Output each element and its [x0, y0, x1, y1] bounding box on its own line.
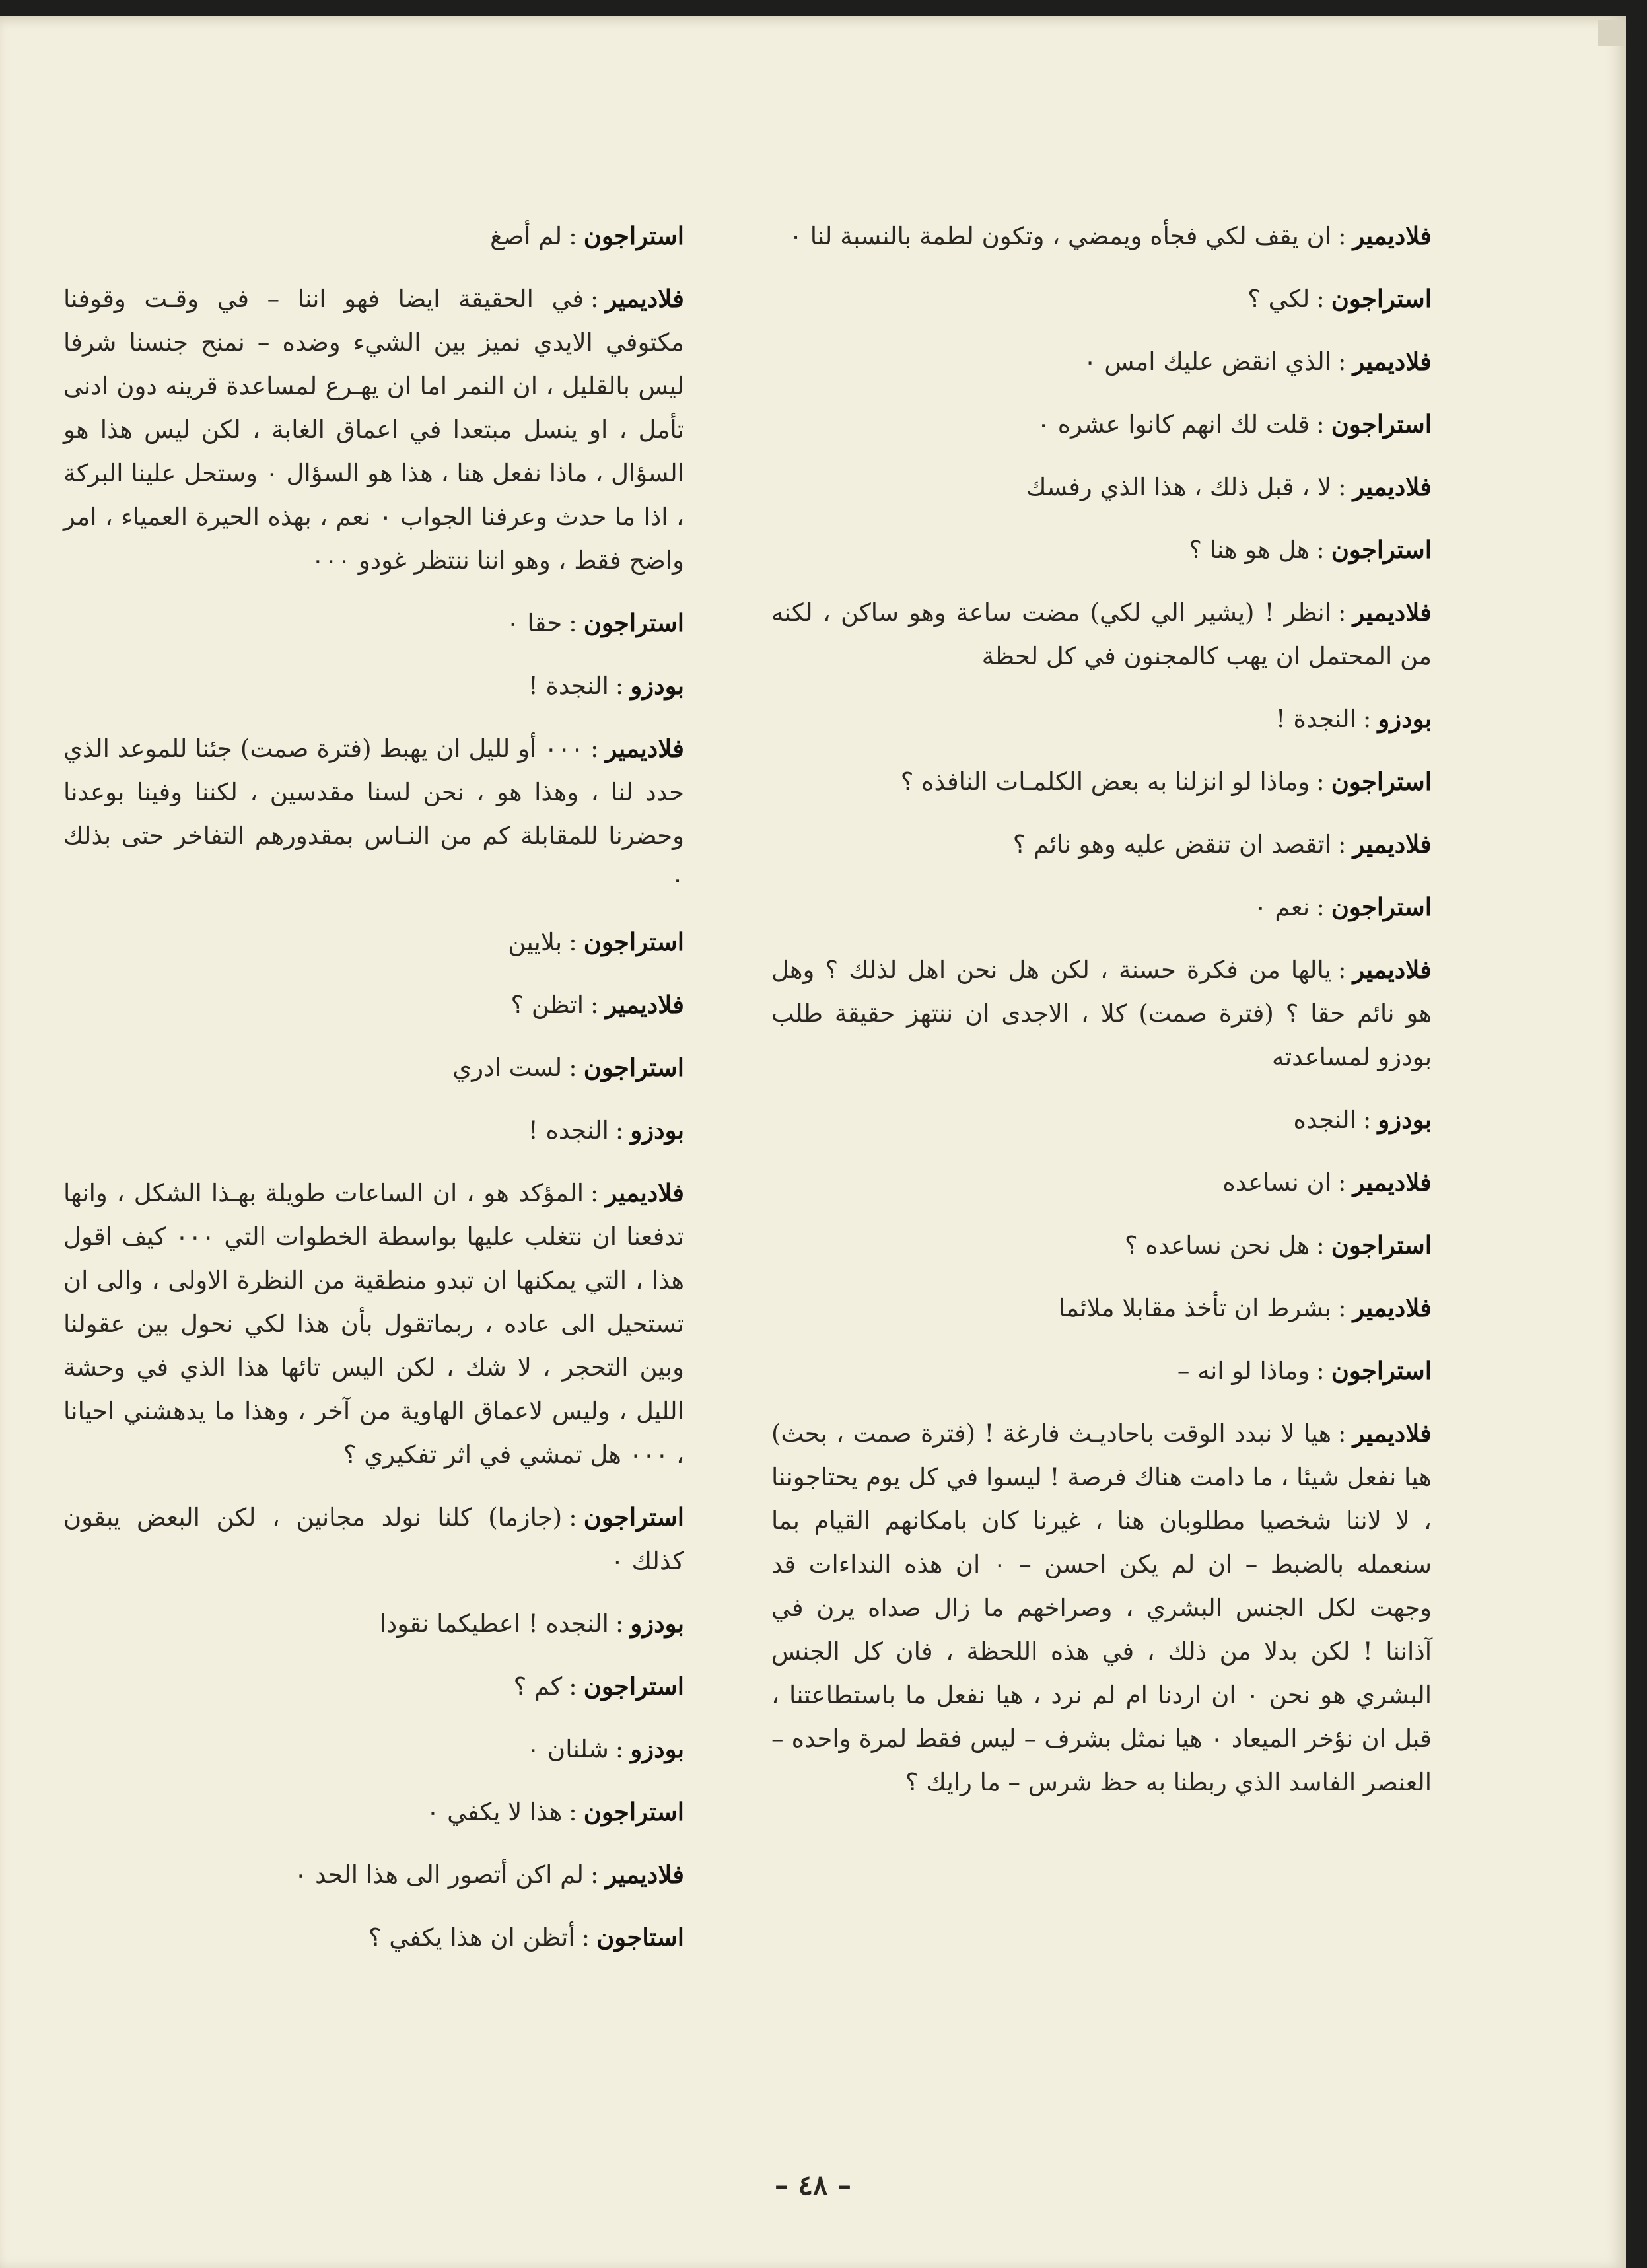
speaker-separator: :	[1316, 1357, 1325, 1385]
dialogue-text: ان يقف لكي فجأه ويمضي ، وتكون لطمة بالنسبة لنا ٠	[789, 222, 1332, 250]
speaker-separator: :	[1338, 1168, 1347, 1197]
dialogue-line	[63, 1853, 684, 1897]
dialogue-text: وماذا لو انه –	[1177, 1357, 1310, 1385]
dialogue-line	[771, 339, 1432, 384]
speaker-separator: :	[1338, 473, 1347, 501]
dialogue-line	[63, 601, 684, 645]
speaker-name: فلاديمير	[1352, 472, 1432, 501]
speaker-separator: :	[1338, 347, 1347, 376]
speaker-separator: :	[569, 1672, 577, 1701]
speaker-name: فلاديمير	[1352, 1293, 1432, 1322]
speaker-separator: :	[569, 1798, 577, 1826]
speaker-separator: :	[1316, 893, 1325, 921]
dialogue-line	[771, 1223, 1432, 1267]
speaker-separator: :	[581, 1923, 590, 1952]
dialogue-text: النجده	[1293, 1106, 1356, 1134]
dialogue-text: هل هو هنا ؟	[1189, 536, 1310, 564]
speaker-name: فلاديمير	[1352, 347, 1432, 376]
speaker-name: فلاديمير	[1352, 1168, 1432, 1197]
dialogue-line	[771, 214, 1432, 258]
speaker-name: استراجون	[583, 608, 684, 637]
dialogue-text: بشرط ان تأخذ مقابلا ملائما	[1058, 1294, 1332, 1322]
dialogue-text: لم أصغ	[490, 222, 563, 250]
page-number: – ٤٨ –	[774, 2169, 852, 2201]
dialogue-text: هيا لا نبدد الوقت باحاديـث فارغة ! (فترة صمت ، بحث) هيا نفعل شيئا ، ما دامت هناك فرصة ! ليسوا في كل يوم يحتاجوننا ، لا لاننا شخصيا مطلوبان هنا ، غيرنا كان بامكانهم القيام بما سنعمله بالضبط – ان لم يكن احسن – ٠ ان هذه النداءات قد وجهت لكل الجنس البشري ، وصراخهم ما زال صداه يرن في آذاننا ! لكن بدلا من ذلك ، في هذه اللحظة ، فان كل الجنس البشري هو نحن ٠ ان اردنا ام لم نرد ، هيا نفعل ما باستطاعتنا ، قبل ان نؤخر الميعاد ٠ هيا نمثل بشرف – ليس فقط لمرة واحده – العنصر الفاسد الذي ربطنا به حظ شرس – ما رايك ؟	[771, 1419, 1432, 1796]
dialogue-text: قلت لك انهم كانوا عشره ٠	[1037, 410, 1310, 439]
speaker-separator: :	[569, 1503, 577, 1532]
speaker-name: استراجون	[1331, 535, 1432, 564]
speaker-name: بودزو	[630, 1734, 684, 1763]
speaker-separator: :	[590, 1179, 599, 1207]
dialogue-text: وماذا لو انزلنا به بعض الكلمـات النافذه ؟	[900, 767, 1310, 796]
speaker-separator: :	[1338, 830, 1347, 859]
dialogue-text: ان نساعده	[1222, 1168, 1332, 1197]
dialogue-text: هذا لا يكفي ٠	[426, 1798, 563, 1826]
dialogue-line	[63, 1664, 684, 1709]
speaker-separator: :	[615, 1735, 624, 1763]
speaker-separator: :	[590, 285, 599, 313]
speaker-separator: :	[1316, 410, 1325, 439]
dialogue-line	[63, 664, 684, 708]
dialogue-line	[63, 1045, 684, 1090]
speaker-separator: :	[590, 734, 599, 763]
speaker-name: استراجون	[583, 1797, 684, 1826]
speaker-name: فلاديمير	[1352, 221, 1432, 250]
dialogue-line	[63, 1171, 684, 1477]
left-column	[63, 214, 684, 1978]
speaker-name: بودزو	[1378, 704, 1432, 733]
speaker-separator: :	[569, 928, 577, 956]
dialogue-line	[771, 697, 1432, 741]
dialogue-line	[771, 590, 1432, 678]
speaker-name: بودزو	[630, 1116, 684, 1145]
dialogue-text: لم اكن أتصور الى هذا الحد ٠	[294, 1860, 584, 1889]
page-sheet	[0, 16, 1626, 2268]
dialogue-text: انظر ! (يشير الي لكي) مضت ساعة وهو ساكن ، لكنه من المحتمل ان يهب كالمجنون في كل لحظة	[771, 598, 1432, 670]
dialogue-line	[771, 465, 1432, 509]
dialogue-text: هل نحن نساعده ؟	[1124, 1231, 1310, 1259]
dialogue-line	[63, 1108, 684, 1152]
speaker-name: استراجون	[1331, 1230, 1432, 1259]
dialogue-text: المؤكد هو ، ان الساعات طويلة بهـذا الشكل ، وانها تدفعنا ان نتغلب عليها بواسطة الخطوات التي ٠٠٠ كيف اقول هذا ، التي يمكنها ان تبدو منطقية من النظرة الاولى ، والى ان تستحيل الى عاده ، ربماتقول بأن هذا لكي نحول بين عقولنا وبين التحجر ، لا شك ، لكن اليس تائها هذا الذي في وحشة الليل ، وليس لاعماق الهاوية من آخر ، وهذا ما يدهشني احيانا ، ٠٠٠ هل تمشي في اثر تفكيري ؟	[63, 1179, 684, 1469]
dialogue-line	[771, 1160, 1432, 1205]
dialogue-line	[63, 726, 684, 902]
dialogue-text: لست ادري	[452, 1053, 563, 1082]
speaker-name: استراجون	[583, 927, 684, 956]
speaker-separator: :	[1338, 222, 1347, 250]
dialogue-text: ٠٠٠ أو لليل ان يهبط (فترة صمت) جئنا للموعد الذي حدد لنا ، وهذا هو ، نحن لسنا مقدسين ، لكننا وفينا بوعدنا وحضرنا للمقابلة كم من النـاس بمقدورهم التفاخر حتى بذلك ٠	[63, 734, 684, 894]
speaker-name: فلاديمير	[605, 1860, 684, 1889]
speaker-name: استراجون	[583, 1672, 684, 1701]
speaker-name: فلاديمير	[605, 734, 684, 763]
dialogue-line	[63, 277, 684, 583]
speaker-name: استراجون	[1331, 1356, 1432, 1385]
speaker-name: فلاديمير	[1352, 1419, 1432, 1448]
speaker-name: فلاديمير	[1352, 830, 1432, 859]
speaker-name: بودزو	[1378, 1105, 1432, 1134]
dialogue-line	[771, 1349, 1432, 1393]
speaker-separator: :	[1338, 956, 1347, 984]
speaker-separator: :	[569, 1053, 577, 1082]
speaker-name: استاجون	[596, 1923, 684, 1952]
dialogue-line	[63, 1790, 684, 1834]
dialogue-line	[771, 1098, 1432, 1142]
speaker-name: بودزو	[630, 671, 684, 700]
dialogue-line	[63, 214, 684, 258]
speaker-separator: :	[569, 222, 577, 250]
speaker-name: فلاديمير	[605, 990, 684, 1019]
dialogue-line	[771, 948, 1432, 1079]
dialogue-line	[771, 528, 1432, 572]
speaker-separator: :	[1338, 1294, 1347, 1322]
dialogue-text: شلنان ٠	[526, 1735, 609, 1763]
dialogue-text: اتظن ؟	[510, 991, 584, 1019]
dialogue-line	[771, 760, 1432, 804]
right-column	[771, 214, 1432, 1823]
dialogue-line	[63, 1495, 684, 1583]
dialogue-line	[771, 1411, 1432, 1804]
speaker-name: استراجون	[583, 1053, 684, 1082]
speaker-name: فلاديمير	[605, 284, 684, 313]
speaker-separator: :	[1316, 1231, 1325, 1259]
dialogue-line	[771, 402, 1432, 446]
speaker-name: استراجون	[1331, 284, 1432, 313]
dialogue-text: النجده !	[528, 1116, 609, 1145]
dialogue-text: حقا ٠	[506, 609, 563, 637]
dialogue-text: بلايين	[508, 928, 563, 956]
dialogue-text: (جازما) كلنا نولد مجانين ، لكن البعض يبقون كذلك ٠	[63, 1503, 684, 1575]
dialogue-line	[771, 822, 1432, 867]
dialogue-line	[63, 1602, 684, 1646]
dialogue-line	[63, 1915, 684, 1960]
speaker-name: بودزو	[630, 1609, 684, 1638]
speaker-separator: :	[569, 609, 577, 637]
speaker-separator: :	[1362, 705, 1372, 733]
speaker-name: استراجون	[583, 221, 684, 250]
dialogue-text: النجدة !	[1275, 705, 1356, 733]
speaker-name: استراجون	[1331, 409, 1432, 439]
dialogue-text: الذي انقض عليك امس ٠	[1083, 347, 1332, 376]
dialogue-text: لكي ؟	[1247, 285, 1310, 313]
dialogue-text: كم ؟	[513, 1672, 563, 1701]
speaker-separator: :	[1338, 1419, 1347, 1448]
dialogue-line	[771, 1286, 1432, 1330]
dialogue-text: نعم ٠	[1253, 893, 1310, 921]
speaker-name: استراجون	[1331, 767, 1432, 796]
dialogue-text: النجدة !	[528, 672, 609, 700]
dialogue-text: أتظن ان هذا يكفي ؟	[368, 1923, 575, 1952]
speaker-separator: :	[1316, 536, 1325, 564]
speaker-name: فلاديمير	[1352, 955, 1432, 984]
speaker-separator: :	[615, 672, 624, 700]
speaker-name: استراجون	[583, 1503, 684, 1532]
corner-mark	[1598, 20, 1625, 46]
speaker-name: فلاديمير	[605, 1178, 684, 1207]
dialogue-line	[63, 983, 684, 1027]
dialogue-text: لا ، قبل ذلك ، هذا الذي رفسك	[1026, 473, 1332, 501]
dialogue-line	[63, 920, 684, 964]
dialogue-text: النجده ! اعطيكما نقودا	[379, 1610, 609, 1638]
speaker-separator: :	[615, 1610, 624, 1638]
dialogue-line	[771, 885, 1432, 929]
speaker-separator: :	[590, 991, 599, 1019]
dialogue-line	[771, 277, 1432, 321]
speaker-separator: :	[1362, 1106, 1372, 1134]
dialogue-line	[63, 1727, 684, 1771]
dialogue-text: يالها من فكرة حسنة ، لكن هل نحن اهل لذلك ؟ وهل هو نائم حقا ؟ (فترة صمت) كلا ، الاجدى ان ننتهز حقيقة طلب بودزو لمساعدته	[771, 956, 1432, 1071]
dialogue-text: في الحقيقة ايضا فهو اننا – في وقـت وقوفنا مكتوفي الايدي نميز بين الشيء وضده – نمنح جنسنا شرفا ليس بالقليل ، ان النمر اما ان يهـرع لمساعدة قرينه دون ادنى تأمل ، او ينسل مبتعدا في اعماق الغابة ، لكن ليس هذا هو السؤال ، ماذا نفعل هنا ، هذا هو السؤال ٠ وستحل علينا البركة ، اذا ما حدث وعرفنا الجواب ٠ نعم ، بهذه الحيرة العمياء ، امر واضح فقط ، وهو اننا ننتظر غودو ٠٠٠	[63, 285, 684, 575]
speaker-name: استراجون	[1331, 892, 1432, 921]
speaker-separator: :	[1316, 285, 1325, 313]
speaker-separator: :	[590, 1860, 599, 1889]
speaker-separator: :	[1316, 767, 1325, 796]
speaker-separator: :	[1338, 598, 1347, 627]
speaker-name: فلاديمير	[1352, 598, 1432, 627]
speaker-separator: :	[615, 1116, 624, 1145]
dialogue-text: اتقصد ان تنقض عليه وهو نائم ؟	[1012, 830, 1332, 859]
